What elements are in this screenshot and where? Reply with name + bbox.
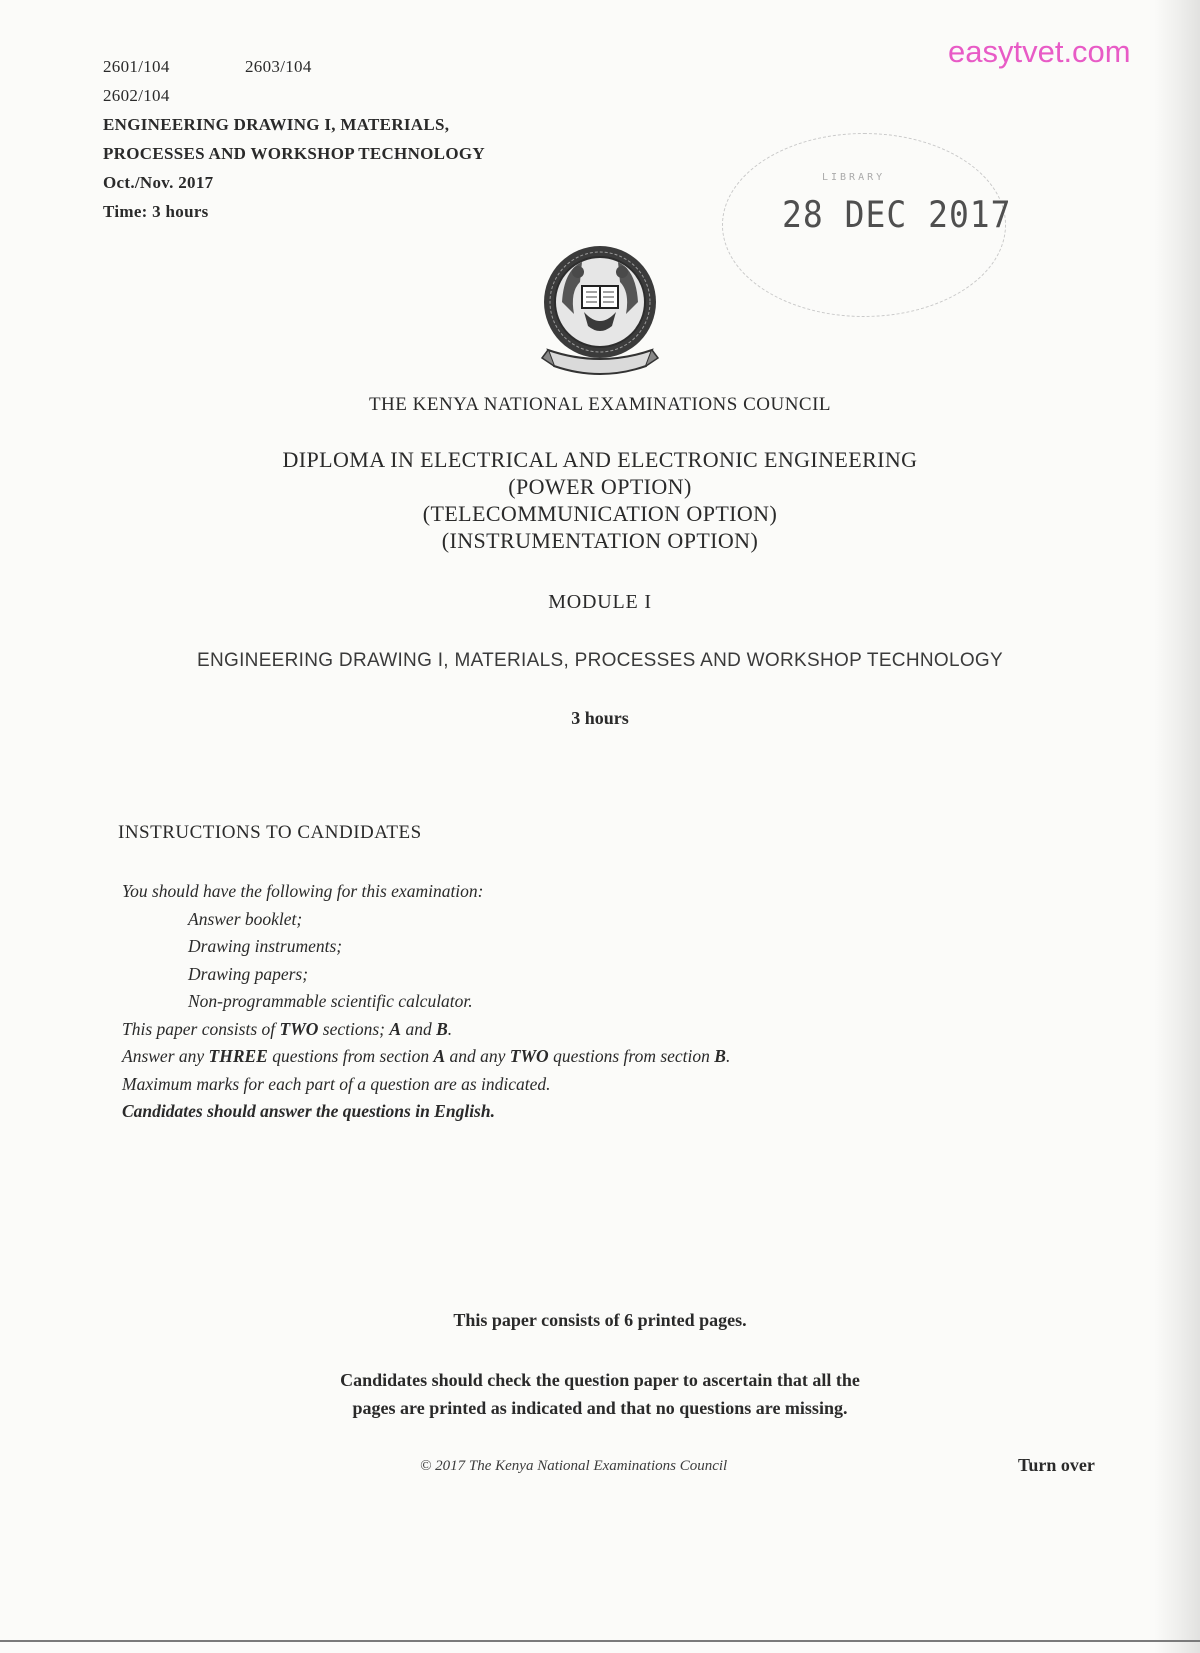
exam-time: Time: 3 hours: [103, 202, 209, 221]
knec-crest-logo: [540, 240, 660, 382]
module-title: MODULE I: [548, 591, 652, 613]
instructions-intro: You should have the following for this examination:: [122, 881, 484, 901]
text-run: and: [401, 1018, 437, 1039]
check-note-line-1: Candidates should check the question paper to ascertain that all the: [340, 1370, 860, 1390]
option-power: (POWER OPTION): [508, 474, 692, 499]
text-run: B: [714, 1046, 726, 1066]
paper-title-line-1: ENGINEERING DRAWING I, MATERIALS,: [103, 115, 450, 134]
text-run: questions from section: [548, 1046, 715, 1066]
stamp-top-text: LIBRARY: [822, 172, 886, 183]
copyright-notice: © 2017 The Kenya National Examinations Council: [420, 1458, 728, 1474]
check-note-line-2: pages are printed as indicated and that no questions are missing.: [352, 1398, 848, 1418]
instructions-heading: INSTRUCTIONS TO CANDIDATES: [118, 822, 422, 843]
instructions-body: [122, 878, 730, 1126]
diploma-title-block: [0, 446, 1200, 554]
check-pages-note: [0, 1366, 1200, 1422]
page-count-note: This paper consists of 6 printed pages.: [453, 1310, 747, 1330]
watermark-text: easytvet.com: [948, 34, 1131, 69]
paper-title-line-2: PROCESSES AND WORKSHOP TECHNOLOGY: [103, 144, 485, 163]
council-name: THE KENYA NATIONAL EXAMINATIONS COUNCIL: [368, 394, 832, 415]
text-run: .: [447, 1018, 453, 1039]
exam-session: Oct./Nov. 2017: [103, 173, 214, 192]
text-run: This paper consists of: [122, 1018, 280, 1039]
answer-instruction: [122, 1043, 730, 1071]
text-run: B: [436, 1018, 448, 1039]
text-run: THREE: [208, 1046, 268, 1066]
text-run: and any: [445, 1046, 510, 1066]
subject-title: ENGINEERING DRAWING I, MATERIALS, PROCESSES AND WORKSHOP TECHNOLOGY: [197, 650, 1003, 671]
text-run: sections;: [318, 1018, 390, 1039]
turn-over-label: Turn over: [1018, 1455, 1095, 1475]
exam-duration: 3 hours: [571, 708, 629, 728]
stamp-date: 28 DEC 2017: [782, 193, 1012, 236]
text-run: questions from section: [267, 1046, 434, 1066]
language-instruction: Candidates should answer the questions in English.: [122, 1101, 495, 1121]
required-item: Non-programmable scientific calculator.: [188, 991, 473, 1011]
required-item: Drawing instruments;: [188, 936, 343, 956]
page-bottom-edge: [0, 1640, 1200, 1642]
paper-code-2: 2603/104: [245, 57, 312, 76]
text-run: .: [725, 1046, 731, 1066]
required-item: Drawing papers;: [188, 963, 309, 984]
text-run: TWO: [509, 1046, 549, 1066]
option-instrumentation: (INSTRUMENTATION OPTION): [441, 528, 759, 553]
paper-code-3: 2602/104: [103, 86, 170, 105]
paper-header: [103, 52, 485, 226]
text-run: A: [389, 1018, 402, 1039]
marks-instruction: Maximum marks for each part of a question are as indicated.: [122, 1073, 551, 1094]
text-run: Answer any: [122, 1046, 209, 1066]
text-run: A: [433, 1046, 446, 1066]
option-telecommunication: (TELECOMMUNICATION OPTION): [422, 501, 778, 526]
text-run: TWO: [279, 1018, 319, 1039]
diploma-title: DIPLOMA IN ELECTRICAL AND ELECTRONIC ENGINEERING: [282, 447, 918, 472]
required-item: Answer booklet;: [188, 908, 303, 929]
paper-code-1: 2601/104: [103, 57, 170, 76]
sections-instruction: [122, 1016, 730, 1044]
